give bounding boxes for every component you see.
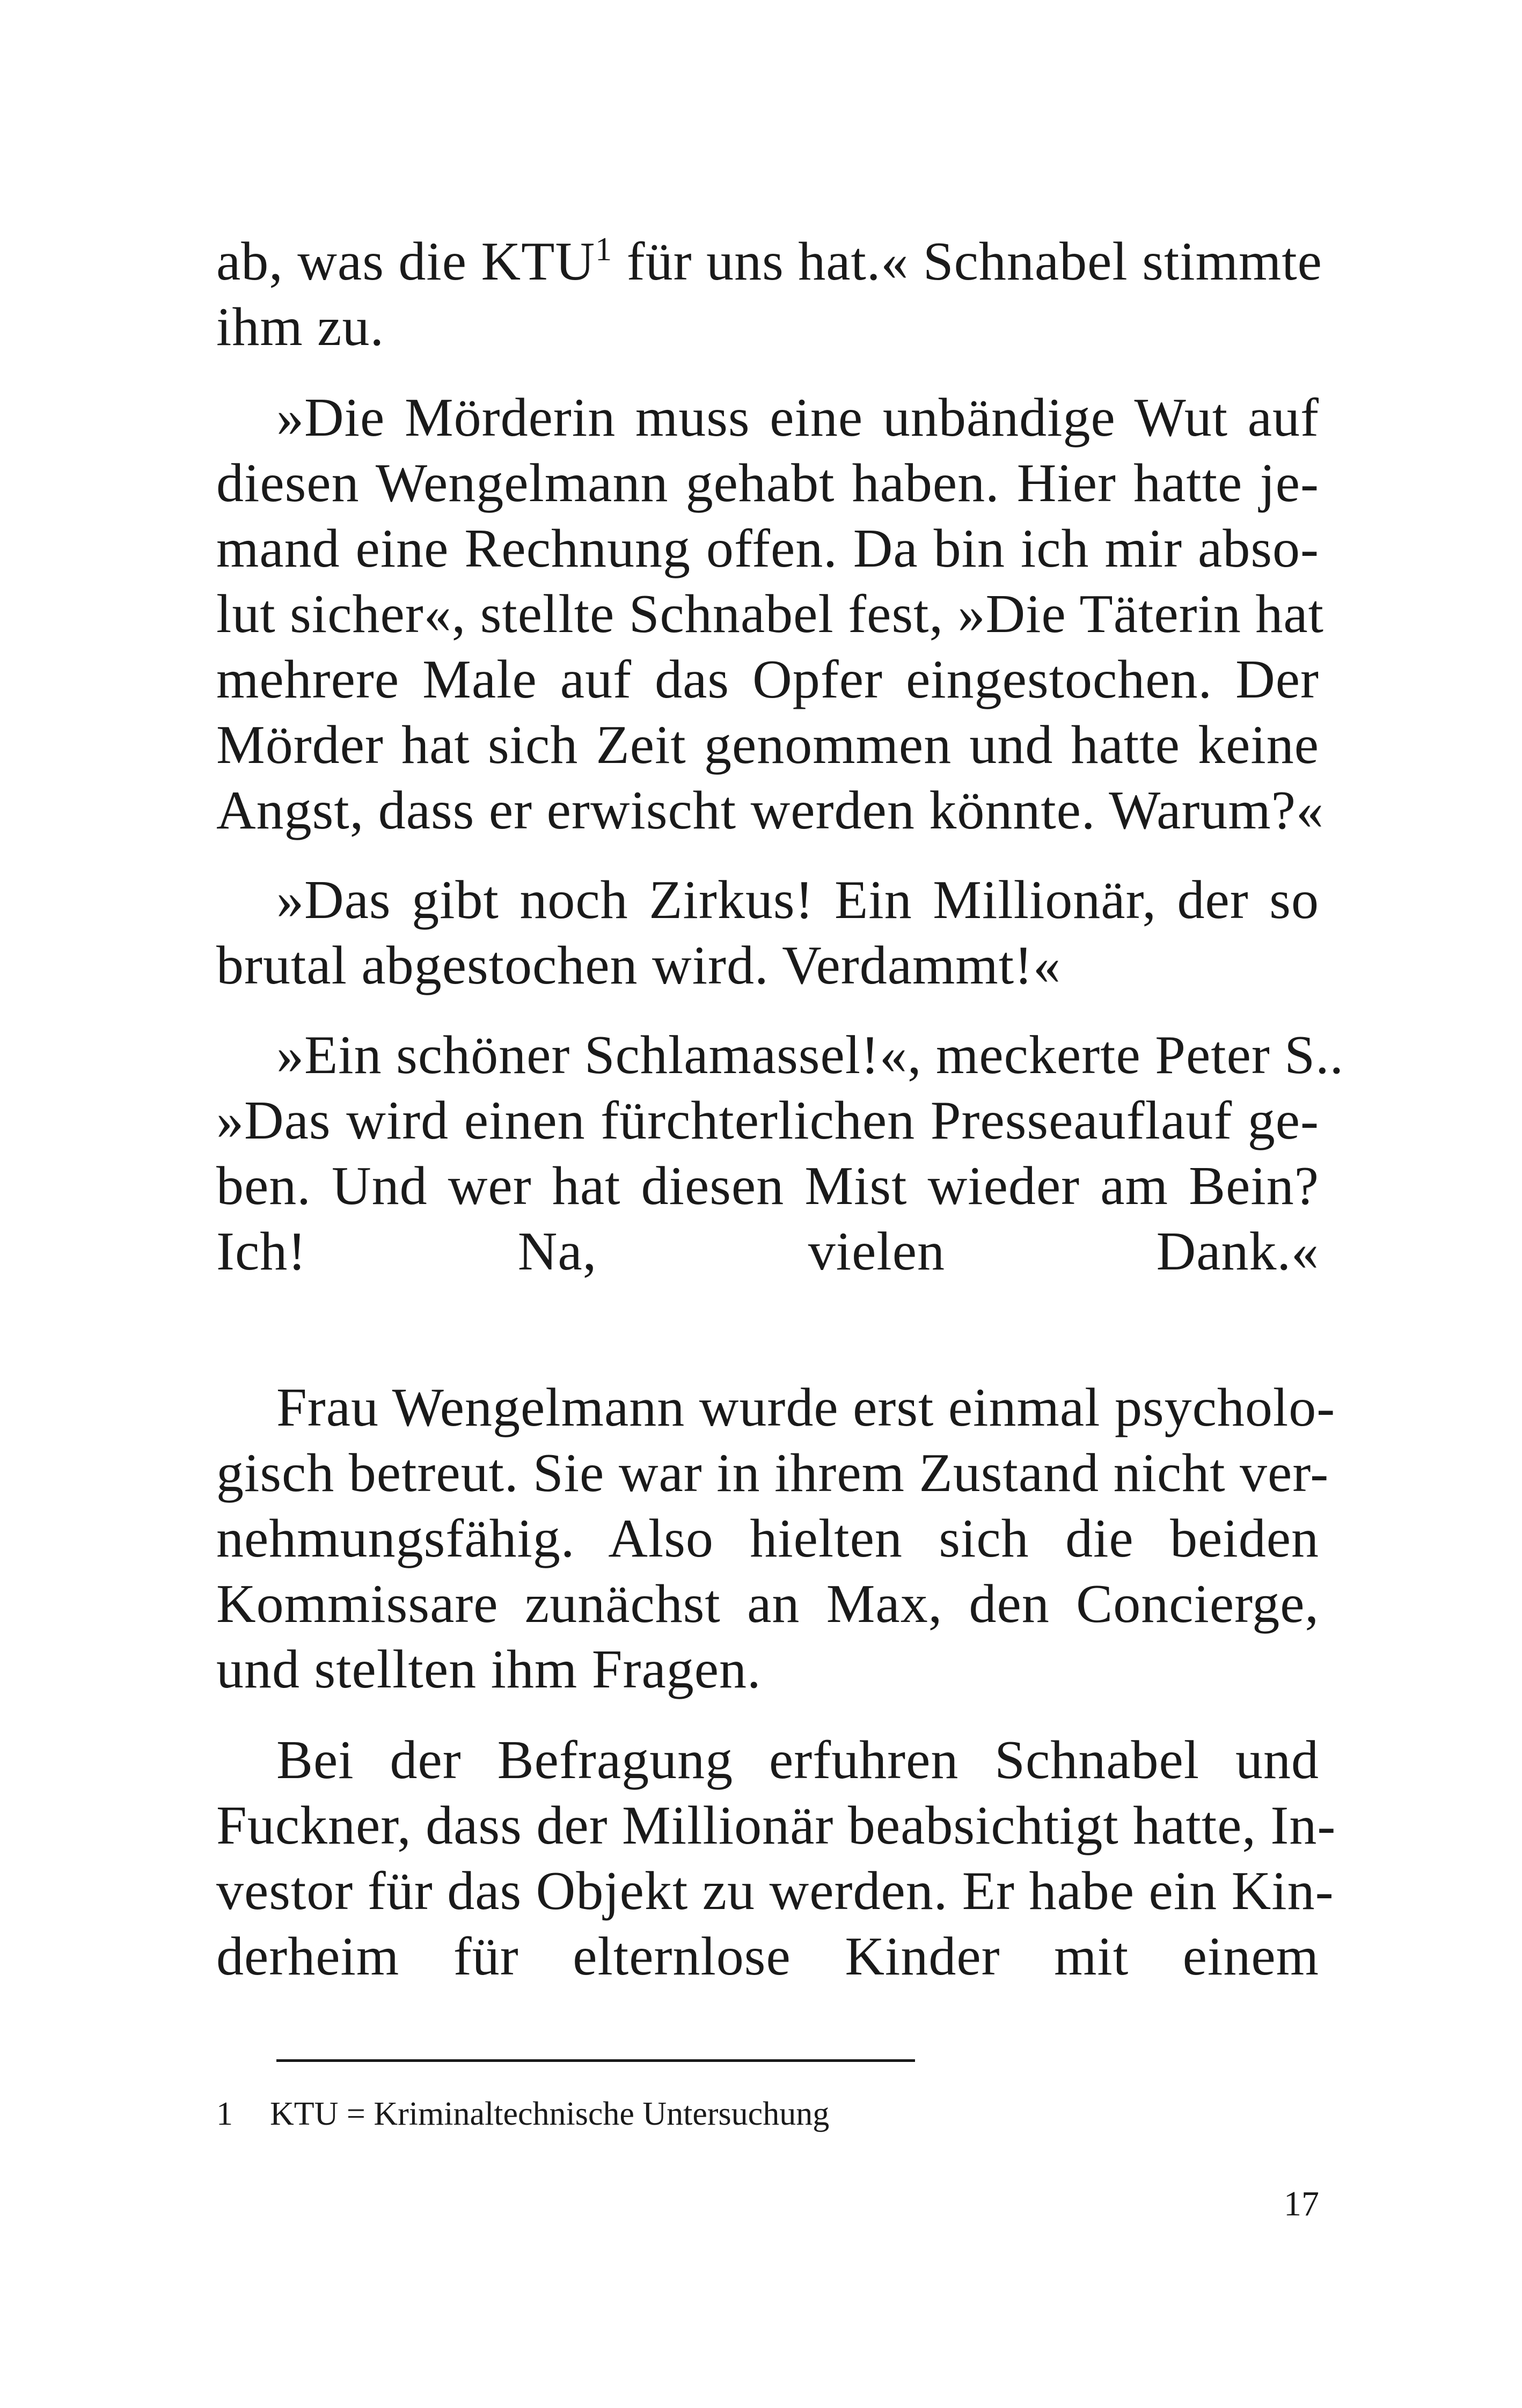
- paragraph-4: [216, 1023, 1344, 1284]
- text-line: ihm zu.: [216, 297, 384, 357]
- text-line: »Das gibt noch Zirkus! Ein Millionär, der so: [276, 870, 1319, 930]
- text-line: Bei der Befragung erfuhren Schnabel und: [276, 1730, 1319, 1790]
- text-line: Ich! Na, vielen Dank.«: [216, 1221, 1319, 1282]
- text-line: Fuckner, dass der Millionär beabsichtigt hatte, In-: [216, 1795, 1336, 1856]
- footnote-text: KTU = Kriminaltechnische Untersuchung: [270, 2096, 830, 2132]
- text-line: [216, 229, 1322, 295]
- text-line: mehrere Male auf das Opfer eingestochen. Der: [216, 649, 1319, 710]
- text-line: Kommissare zunächst an Max, den Concierge,: [216, 1574, 1319, 1634]
- text-line: lut sicher«, stellte Schnabel fest, »Die Täterin hat: [216, 584, 1325, 644]
- text-line: und stellten ihm Fragen.: [216, 1639, 762, 1700]
- page-number: 17: [1284, 2184, 1319, 2223]
- paragraph-5: [216, 1375, 1336, 1702]
- paragraph-3: [216, 868, 1319, 999]
- text-line: Mörder hat sich Zeit genommen und hatte keine: [216, 715, 1319, 775]
- text-line: mand eine Rechnung offen. Da bin ich mir abso-: [216, 518, 1319, 579]
- footnote-reference[interactable]: 1: [595, 231, 613, 268]
- paragraph-6: [216, 1728, 1336, 1989]
- text-line: Angst, dass er erwischt werden könnte. Warum?«: [216, 780, 1325, 841]
- text-line: diesen Wengelmann gehabt haben. Hier hatte je-: [216, 453, 1319, 513]
- footnote-separator: [276, 2059, 915, 2062]
- text-line: Frau Wengelmann wurde erst einmal psycholo-: [276, 1377, 1336, 1438]
- text-segment: ab, was die KTU: [216, 231, 596, 292]
- text-line: brutal abgestochen wird. Verdammt!«: [216, 935, 1062, 996]
- footnote-number: 1: [216, 2096, 233, 2132]
- text-line: derheim für elternlose Kinder mit einem: [216, 1926, 1319, 1987]
- paragraph-2: [216, 385, 1325, 843]
- footnote: [216, 2093, 829, 2135]
- text-line: vestor für das Objekt zu werden. Er habe ein Kin-: [216, 1861, 1334, 1921]
- text-line: »Das wird einen fürchterlichen Presseauflauf ge-: [216, 1090, 1319, 1151]
- paragraph-1: [216, 229, 1322, 360]
- text-line: »Ein schöner Schlamassel!«, meckerte Peter S..: [276, 1025, 1344, 1085]
- text-line: ben. Und wer hat diesen Mist wieder am Bein?: [216, 1156, 1319, 1216]
- text-line: nehmungsfähig. Also hielten sich die beiden: [216, 1508, 1319, 1569]
- text-segment: für uns hat.« Schnabel stimmte: [612, 231, 1322, 292]
- text-line: »Die Mörderin muss eine unbändige Wut auf: [276, 387, 1319, 448]
- text-line: gisch betreut. Sie war in ihrem Zustand nicht ver-: [216, 1443, 1329, 1503]
